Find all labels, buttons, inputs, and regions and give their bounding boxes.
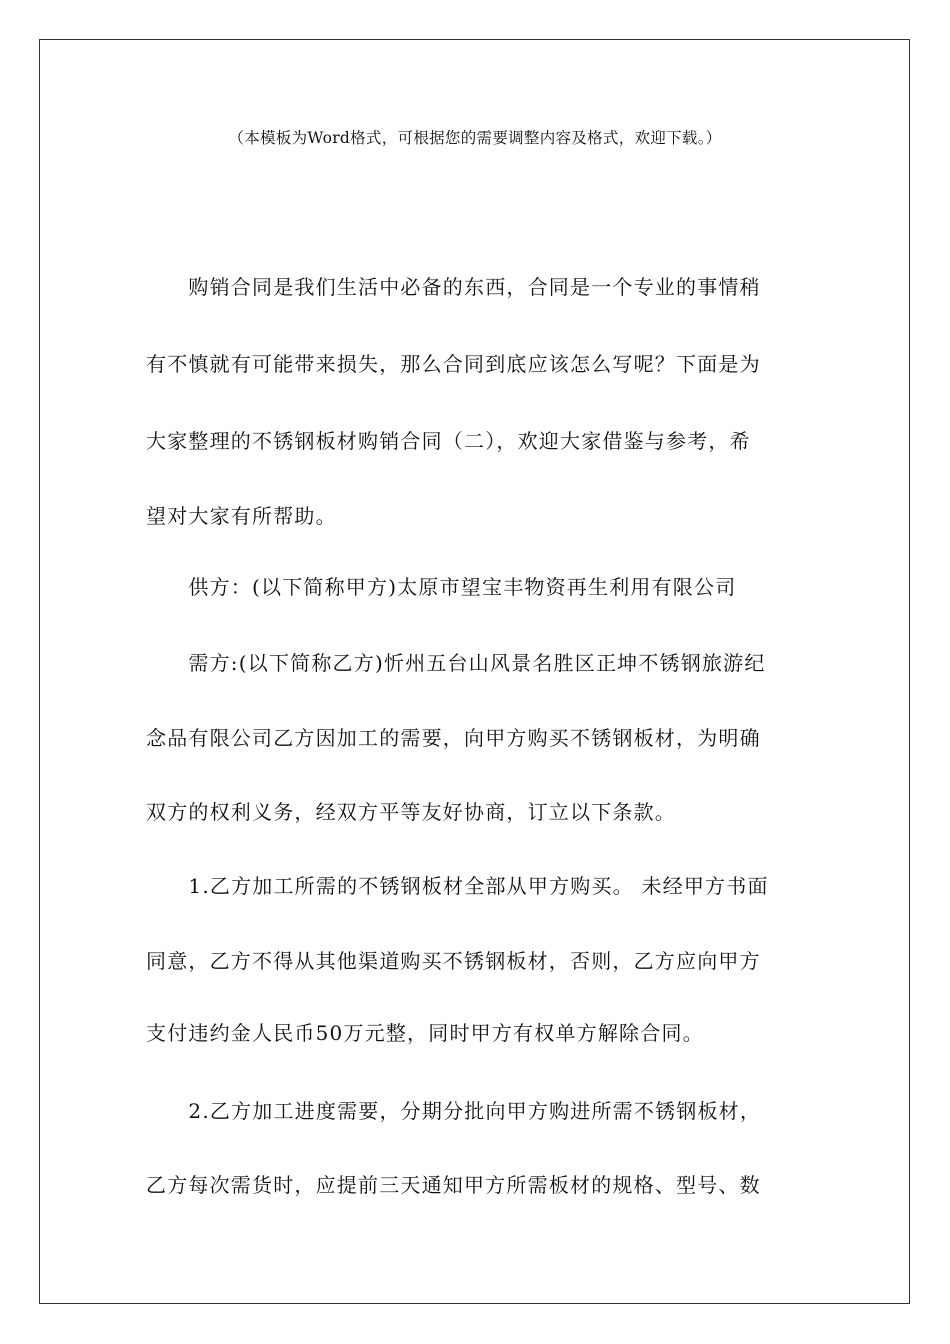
supplier-line: 供方：(以下简称甲方)太原市望宝丰物资再生利用有限公司	[146, 575, 737, 599]
buyer-line-3: 双方的权利义务，经双方平等友好协商，订立以下条款。	[146, 800, 676, 824]
intro-line-4: 望对大家有所帮助。	[146, 504, 337, 528]
intro-line-3: 大家整理的不锈钢板材购销合同（二），欢迎大家借鉴与参考，希	[146, 429, 751, 453]
clause-1-line-3: 支付违约金人民币50万元整，同时甲方有权单方解除合同。	[146, 1021, 704, 1045]
buyer-line-2: 念品有限公司乙方因加工的需要，向甲方购买不锈钢板材，为明确	[146, 726, 761, 750]
clause-1-line-1: 1.乙方加工所需的不锈钢板材全部从甲方购买。 未经甲方书面	[146, 874, 769, 898]
buyer-line-1: 需方:(以下简称乙方)忻州五台山风景名胜区正坤不锈钢旅游纪	[146, 651, 766, 675]
template-note: （本模板为Word格式，可根据您的需要调整内容及格式，欢迎下载。）	[228, 129, 722, 147]
intro-line-1: 购销合同是我们生活中必备的东西，合同是一个专业的事情稍	[146, 275, 761, 299]
clause-2-line-2: 乙方每次需货时，应提前三天通知甲方所需板材的规格、型号、数	[146, 1173, 761, 1197]
clause-1-line-2: 同意，乙方不得从其他渠道购买不锈钢板材，否则，乙方应向甲方	[146, 949, 761, 973]
intro-line-2: 有不慎就有可能带来损失，那么合同到底应该怎么写呢？下面是为	[146, 352, 761, 376]
clause-2-line-1: 2.乙方加工进度需要，分期分批向甲方购进所需不锈钢板材，	[146, 1099, 762, 1123]
